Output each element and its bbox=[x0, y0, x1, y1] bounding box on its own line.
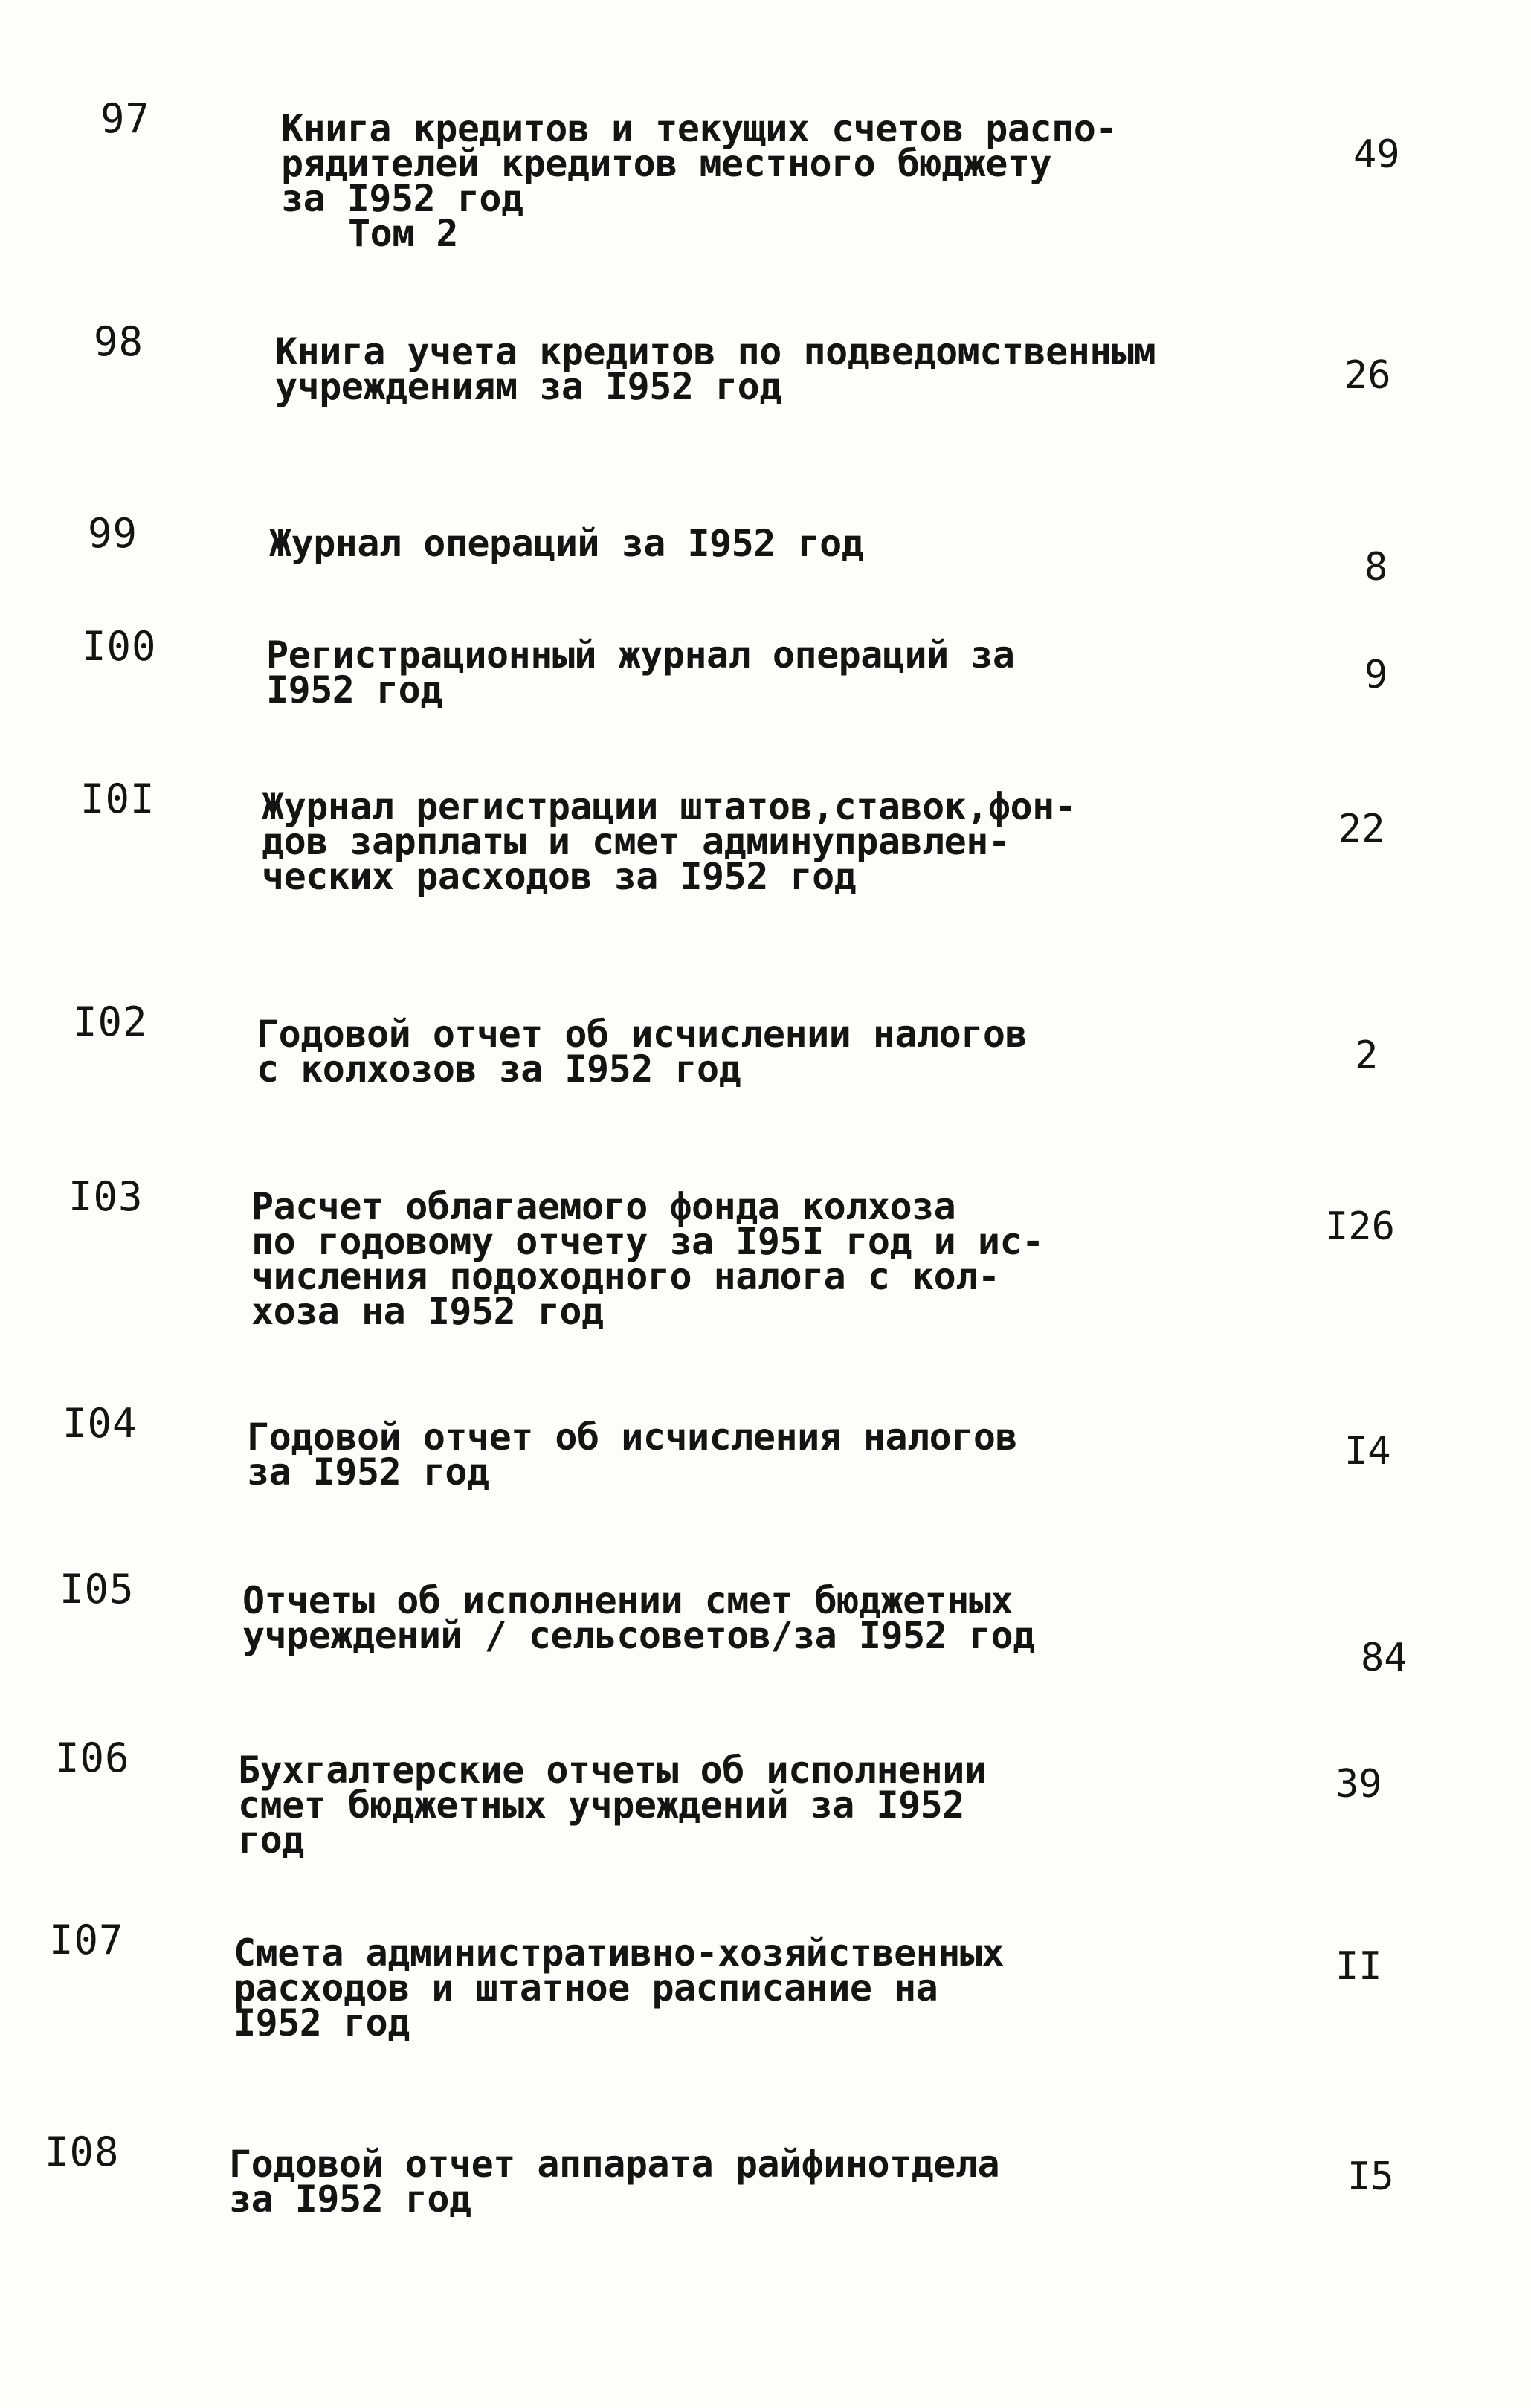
entry-number: I08 bbox=[45, 2128, 120, 2175]
entry-title-line: Журнал регистрации штатов,ставок,фон- bbox=[262, 785, 1077, 828]
entry-page-count: 2 bbox=[1355, 1033, 1379, 1078]
entry-title-line: числения подоходного налога с кол- bbox=[251, 1255, 1000, 1298]
entry-number: I03 bbox=[68, 1173, 144, 1220]
entry-title-line: Том 2 bbox=[348, 212, 459, 255]
entry-title bbox=[251, 1185, 1044, 1333]
entry-title-line: по годовому отчету за I95I год и ис- bbox=[251, 1220, 1044, 1263]
entry-title-line: Книга учета кредитов по подведомственным bbox=[275, 330, 1156, 373]
entry-title-line: учреждениям за I952 год bbox=[275, 365, 781, 408]
entry-title-line: хоза на I952 год bbox=[251, 1290, 604, 1333]
entry-title-line: год bbox=[238, 1818, 304, 1862]
entry-number: 98 bbox=[94, 318, 144, 365]
entry-number: I05 bbox=[59, 1566, 135, 1613]
entry-title-line: расходов и штатное расписание на bbox=[233, 1966, 938, 2010]
entry-page-count: 84 bbox=[1361, 1636, 1408, 1680]
entry-title-line: дов зарплаты и смет админуправлен- bbox=[262, 820, 1011, 863]
entry-title-line: учреждений / сельсоветов/за I952 год bbox=[242, 1614, 1035, 1657]
entry-title-line: за I952 год bbox=[229, 2178, 471, 2221]
entry-page-count: 22 bbox=[1338, 807, 1385, 851]
entry-title-line: Годовой отчет об исчислении налогов bbox=[257, 1013, 1028, 1056]
entry-number: 97 bbox=[100, 95, 151, 142]
entry-title-line: ческих расходов за I952 год bbox=[262, 855, 857, 898]
entry-title bbox=[229, 2143, 1000, 2221]
entry-number: I04 bbox=[62, 1400, 138, 1447]
entry-page-count: 8 bbox=[1364, 545, 1388, 590]
entry-title bbox=[269, 522, 864, 565]
entry-number: I06 bbox=[55, 1734, 130, 1781]
entry-page-count: 39 bbox=[1335, 1762, 1382, 1807]
entry-title-line: Книга кредитов и текущих счетов распо- bbox=[281, 107, 1118, 150]
entry-title-line: Годовой отчет аппарата райфинотдела bbox=[229, 2143, 1000, 2186]
entry-number: I07 bbox=[49, 1917, 124, 1963]
entry-title-line: Регистрационный журнал операций за bbox=[266, 633, 1015, 677]
entry-title-line: рядителей кредитов местного бюджету bbox=[281, 142, 1052, 185]
entry-title-line: Бухгалтерские отчеты об исполнении bbox=[238, 1749, 987, 1792]
entry-title-line: I952 год bbox=[266, 668, 442, 711]
entry-title-line: Расчет облагаемого фонда колхоза bbox=[251, 1185, 956, 1228]
entry-number: I02 bbox=[73, 998, 148, 1045]
entry-title-line: за I952 год bbox=[247, 1450, 489, 1494]
entry-title bbox=[242, 1579, 1035, 1657]
entry-title bbox=[266, 633, 1015, 711]
entry-title-line: Годовой отчет об исчисления налогов bbox=[247, 1416, 1018, 1459]
entry-title bbox=[238, 1749, 987, 1862]
entry-title-line: за I952 год bbox=[281, 177, 523, 220]
entry-page-count: 26 bbox=[1344, 353, 1391, 398]
entry-title-line: Отчеты об исполнении смет бюджетных bbox=[242, 1579, 1013, 1622]
entry-page-count: 49 bbox=[1353, 132, 1400, 177]
entry-title bbox=[247, 1416, 1018, 1494]
entry-number: I00 bbox=[82, 623, 157, 670]
entry-title bbox=[262, 785, 1077, 898]
entry-page-count: I4 bbox=[1344, 1429, 1391, 1473]
entry-page-count: I26 bbox=[1325, 1204, 1395, 1249]
entry-title-line: смет бюджетных учреждений за I952 bbox=[238, 1784, 964, 1827]
entry-title bbox=[257, 1013, 1028, 1091]
entry-number: 99 bbox=[88, 510, 138, 557]
entry-number: I0I bbox=[80, 775, 155, 822]
entry-title-line: Журнал операций за I952 год bbox=[269, 522, 864, 565]
entry-page-count: 9 bbox=[1364, 653, 1388, 697]
entry-title bbox=[275, 330, 1156, 408]
entry-title-line: с колхозов за I952 год bbox=[257, 1048, 741, 1091]
entry-title bbox=[281, 107, 1118, 255]
entry-title-line: Смета административно-хозяйственных bbox=[233, 1931, 1005, 1975]
entry-title-line: I952 год bbox=[233, 2001, 410, 2044]
entry-page-count: II bbox=[1335, 1944, 1382, 1989]
entry-title bbox=[233, 1931, 1005, 2044]
entry-page-count: I5 bbox=[1347, 2154, 1394, 2199]
